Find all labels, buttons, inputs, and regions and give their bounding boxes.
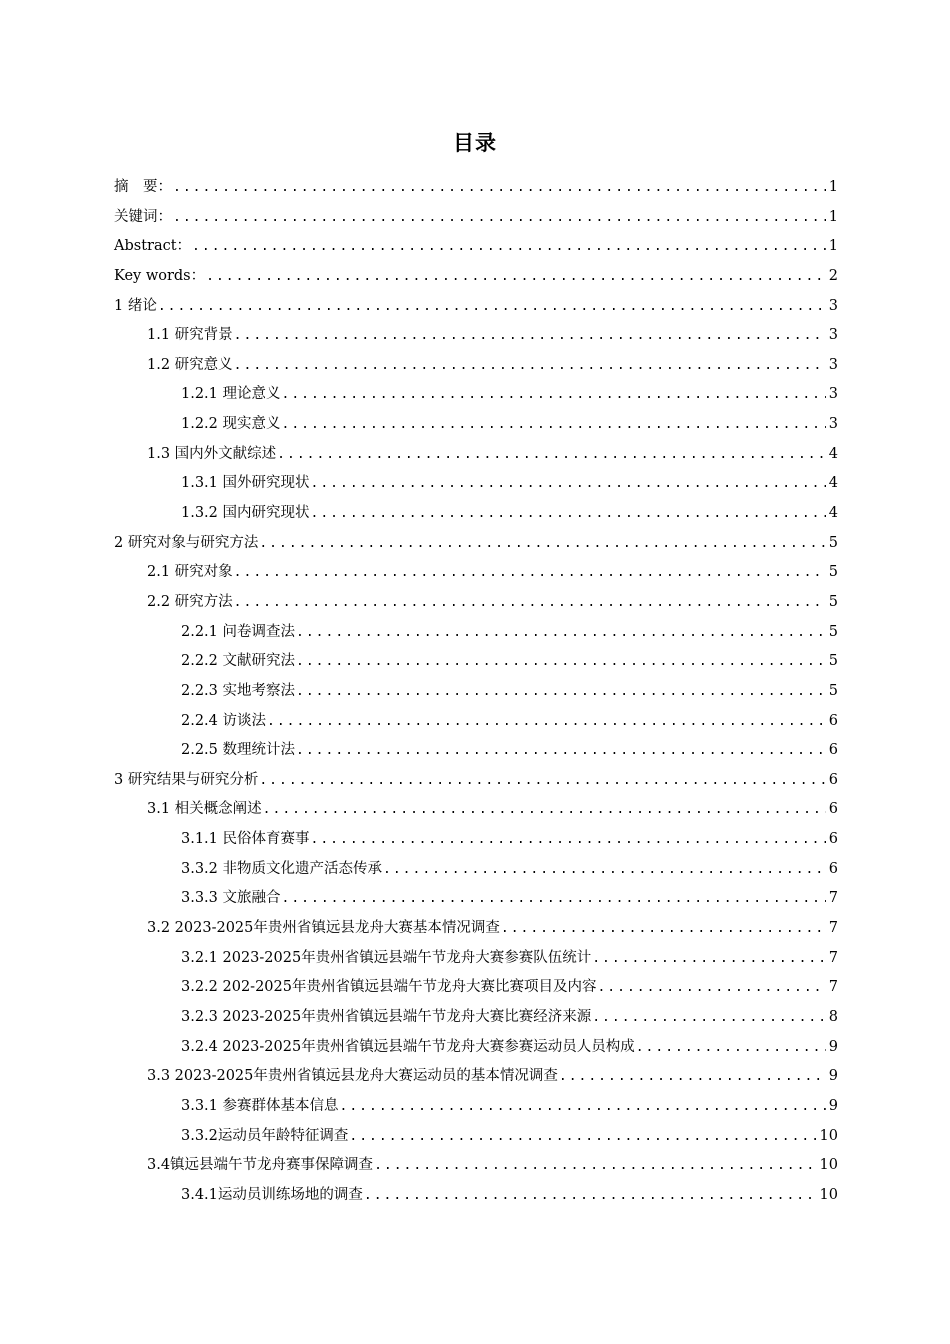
toc-entry-label: 3.2.1 2023-2025年贵州省镇远县端午节龙舟大赛参赛队伍统计 — [181, 949, 592, 966]
toc-entry-page-number: 10 — [819, 1186, 838, 1203]
toc-entry-page-number: 6 — [828, 860, 838, 877]
toc-entry-label: 3.1.1 民俗体育赛事 — [181, 831, 310, 848]
toc-dot-leader — [258, 536, 825, 551]
toc-entry-label: 1.3 国内外文献综述 — [147, 445, 277, 462]
toc-dot-leader — [281, 387, 826, 402]
toc-entry-label: 1.3.2 国内研究现状 — [181, 505, 310, 522]
toc-dot-leader — [233, 595, 826, 610]
toc-dot-leader — [295, 654, 826, 669]
toc-entry-page-number: 5 — [828, 623, 838, 640]
toc-dot-leader — [266, 714, 826, 729]
toc-dot-leader — [310, 832, 826, 847]
toc-entry-label: 1.1 研究背景 — [147, 327, 233, 344]
toc-entry-label: 2.2.4 访谈法 — [181, 712, 267, 729]
toc-dot-leader — [276, 447, 826, 462]
toc-entry-page-number: 3 — [828, 386, 838, 403]
toc-entry[interactable] — [114, 620, 838, 650]
toc-entry-label: 2.1 研究对象 — [147, 564, 233, 581]
toc-dot-leader — [295, 684, 826, 699]
toc-entry-page-number: 4 — [828, 505, 838, 522]
toc-entry[interactable] — [114, 264, 838, 294]
toc-dot-leader — [591, 951, 826, 966]
toc-entry-label: 3.4镇远县端午节龙舟赛事保障调查 — [147, 1157, 374, 1174]
toc-dot-leader — [310, 506, 826, 521]
toc-entry[interactable] — [114, 531, 838, 561]
toc-entry[interactable] — [114, 886, 838, 916]
toc-dot-leader — [258, 773, 825, 788]
toc-entry-page-number: 6 — [828, 831, 838, 848]
toc-entry-label: Key words： — [114, 267, 206, 284]
toc-dot-leader — [339, 1099, 826, 1114]
toc-entry-page-number: 3 — [828, 327, 838, 344]
toc-dot-leader — [233, 358, 826, 373]
toc-entry-page-number: 3 — [828, 356, 838, 373]
toc-entry[interactable] — [114, 323, 838, 353]
toc-entry[interactable] — [114, 353, 838, 383]
toc-entry[interactable] — [114, 1153, 838, 1183]
toc-entry-page-number: 8 — [828, 1008, 838, 1025]
toc-entry[interactable] — [114, 175, 838, 205]
toc-entry-page-number: 7 — [828, 979, 838, 996]
toc-dot-leader — [596, 980, 825, 995]
toc-entry-page-number: 4 — [828, 445, 838, 462]
toc-dot-leader — [373, 1158, 816, 1173]
toc-entry-page-number: 1 — [828, 238, 838, 255]
toc-dot-leader — [233, 565, 826, 580]
toc-entry[interactable] — [114, 1035, 838, 1065]
toc-entry-label: 2.2.5 数理统计法 — [181, 742, 296, 759]
toc-entry-label: 1 绪论 — [114, 297, 157, 314]
toc-entry[interactable] — [114, 857, 838, 887]
toc-entry[interactable] — [114, 679, 838, 709]
toc-entry-page-number: 5 — [828, 593, 838, 610]
toc-dot-leader — [591, 1010, 826, 1025]
toc-title: 目录 — [453, 131, 497, 155]
toc-entry-label: 3.3 2023-2025年贵州省镇远县龙舟大赛运动员的基本情况调查 — [147, 1068, 558, 1085]
toc-entry[interactable] — [114, 234, 838, 264]
toc-entry[interactable] — [114, 916, 838, 946]
toc-entry-page-number: 2 — [828, 267, 838, 284]
toc-entry[interactable] — [114, 382, 838, 412]
toc-entry-label: 1.2.1 理论意义 — [181, 386, 281, 403]
toc-entry-label: 3.3.2 非物质文化遗产活态传承 — [181, 860, 383, 877]
toc-entry[interactable] — [114, 797, 838, 827]
toc-entry[interactable] — [114, 1005, 838, 1035]
toc-entry-page-number: 7 — [828, 890, 838, 907]
toc-entry-page-number: 6 — [828, 712, 838, 729]
toc-dot-leader — [382, 862, 826, 877]
toc-dot-leader — [348, 1129, 816, 1144]
toc-entry-page-number: 10 — [819, 1127, 838, 1144]
toc-entry-page-number: 4 — [828, 475, 838, 492]
toc-dot-leader — [281, 891, 826, 906]
toc-dot-leader — [558, 1069, 826, 1084]
toc-entry[interactable] — [114, 1064, 838, 1094]
toc-dot-leader — [363, 1188, 817, 1203]
toc-entry-page-number: 1 — [828, 208, 838, 225]
toc-entry-page-number: 5 — [828, 534, 838, 551]
toc-entry-label: 3.2.4 2023-2025年贵州省镇远县端午节龙舟大赛参赛运动员人员构成 — [181, 1038, 635, 1055]
toc-entry-label: Abstract： — [114, 238, 192, 255]
toc-entry-label: 3.2.3 2023-2025年贵州省镇远县端午节龙舟大赛比赛经济来源 — [181, 1008, 592, 1025]
toc-entry[interactable] — [114, 738, 838, 768]
toc-entry-label: 1.2.2 现实意义 — [181, 416, 281, 433]
toc-entry-label: 关键词： — [114, 208, 172, 225]
toc-entry-page-number: 6 — [828, 771, 838, 788]
toc-entry-page-number: 3 — [828, 416, 838, 433]
toc-list — [114, 175, 838, 1212]
toc-entry-label: 2.2.1 问卷调查法 — [181, 623, 296, 640]
toc-entry[interactable] — [114, 975, 838, 1005]
toc-entry-label: 3.1 相关概念阐述 — [147, 801, 262, 818]
toc-dot-leader — [500, 921, 826, 936]
toc-entry-label: 2.2.3 实地考察法 — [181, 682, 296, 699]
toc-entry-page-number: 7 — [828, 949, 838, 966]
toc-entry-page-number: 7 — [828, 920, 838, 937]
toc-dot-leader — [172, 180, 826, 195]
toc-entry-label: 2 研究对象与研究方法 — [114, 534, 259, 551]
toc-entry[interactable] — [114, 1094, 838, 1124]
toc-entry[interactable] — [114, 709, 838, 739]
toc-dot-leader — [205, 269, 826, 284]
toc-entry-label: 3 研究结果与研究分析 — [114, 771, 259, 788]
toc-dot-leader — [191, 239, 826, 254]
toc-entry-page-number: 9 — [828, 1068, 838, 1085]
toc-dot-leader — [295, 625, 826, 640]
toc-entry-label: 3.3.2运动员年龄特征调查 — [181, 1127, 349, 1144]
toc-entry-label: 1.3.1 国外研究现状 — [181, 475, 310, 492]
toc-entry-label: 3.3.1 参赛群体基本信息 — [181, 1097, 339, 1114]
toc-entry[interactable] — [114, 827, 838, 857]
toc-dot-leader — [233, 328, 826, 343]
toc-dot-leader — [262, 802, 826, 817]
toc-entry[interactable] — [114, 442, 838, 472]
toc-entry-page-number: 6 — [828, 742, 838, 759]
toc-entry-label: 3.3.3 文旅融合 — [181, 890, 281, 907]
toc-entry[interactable] — [114, 560, 838, 590]
toc-entry-label: 3.4.1运动员训练场地的调查 — [181, 1186, 363, 1203]
toc-dot-leader — [281, 417, 826, 432]
toc-dot-leader — [172, 210, 826, 225]
toc-entry[interactable] — [114, 1183, 838, 1213]
toc-entry-label: 3.2 2023-2025年贵州省镇远县龙舟大赛基本情况调查 — [147, 920, 500, 937]
toc-dot-leader — [310, 476, 826, 491]
toc-dot-leader — [157, 299, 826, 314]
toc-entry-label: 2.2 研究方法 — [147, 593, 233, 610]
toc-entry[interactable] — [114, 1124, 838, 1154]
toc-entry[interactable] — [114, 412, 838, 442]
toc-dot-leader — [635, 1040, 826, 1055]
toc-entry-page-number: 1 — [828, 179, 838, 195]
toc-entry[interactable] — [114, 590, 838, 620]
toc-entry-page-number: 5 — [828, 682, 838, 699]
toc-entry-page-number: 6 — [828, 801, 838, 818]
toc-entry[interactable] — [114, 946, 838, 976]
toc-entry[interactable] — [114, 294, 838, 324]
toc-entry[interactable] — [114, 768, 838, 798]
toc-entry-page-number: 9 — [828, 1097, 838, 1114]
toc-dot-leader — [295, 743, 826, 758]
toc-entry-page-number: 10 — [819, 1157, 838, 1174]
toc-entry-label: 3.2.2 202-2025年贵州省镇远县端午节龙舟大赛比赛项目及内容 — [181, 979, 597, 996]
toc-entry[interactable] — [114, 649, 838, 679]
toc-entry[interactable] — [114, 471, 838, 501]
toc-entry-label: 2.2.2 文献研究法 — [181, 653, 296, 670]
toc-entry-page-number: 9 — [828, 1038, 838, 1055]
toc-entry-page-number: 3 — [828, 297, 838, 314]
toc-entry-page-number: 5 — [828, 653, 838, 670]
toc-entry[interactable] — [114, 501, 838, 531]
toc-entry-label: 摘 要： — [114, 179, 172, 195]
toc-entry-page-number: 5 — [828, 564, 838, 581]
toc-entry-label: 1.2 研究意义 — [147, 356, 233, 373]
toc-entry[interactable] — [114, 205, 838, 235]
